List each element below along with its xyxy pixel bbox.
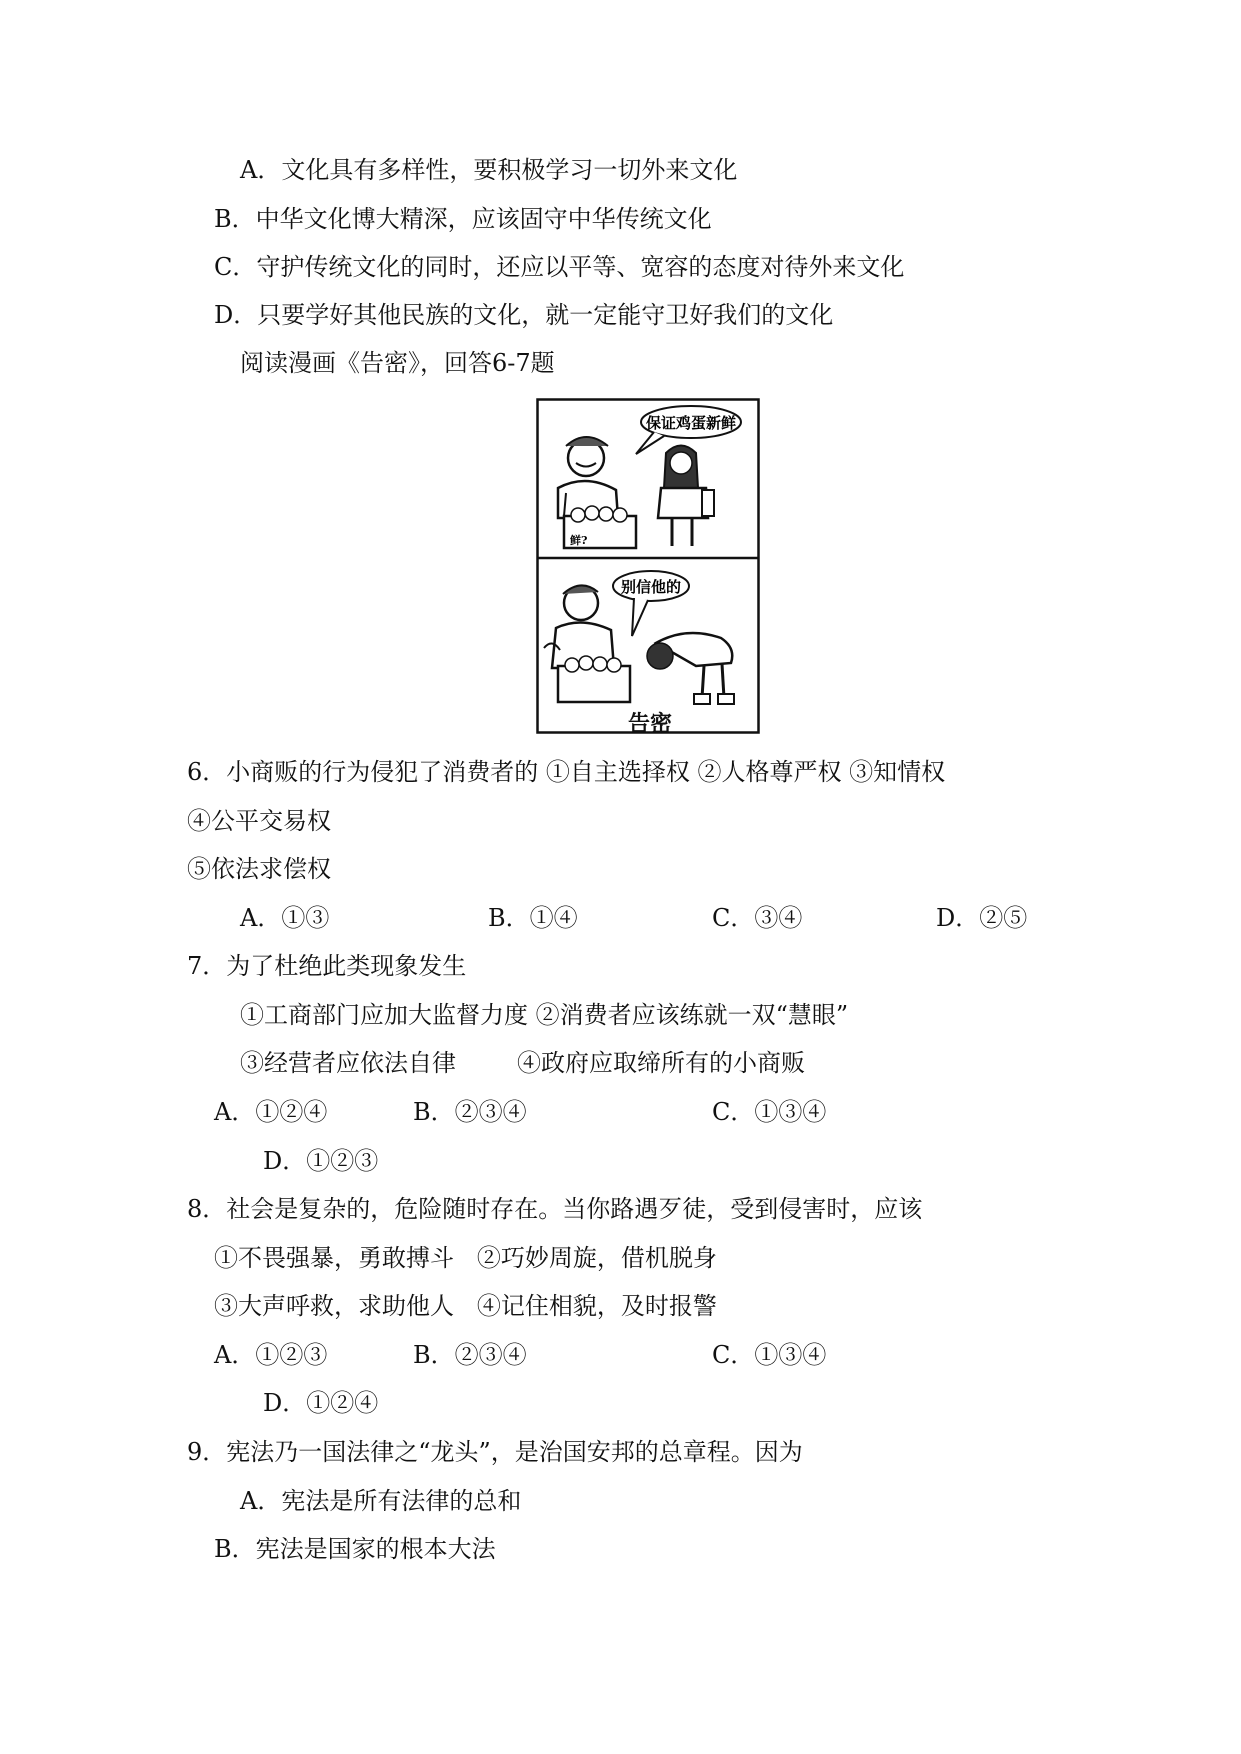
q8-option-d: D．①②④ bbox=[263, 1389, 379, 1417]
q5-option-c: C．守护传统文化的同时，还应以平等、宽容的态度对待外来文化 bbox=[214, 253, 905, 281]
q8-stem: 8．社会是复杂的，危险随时存在。当你路遇歹徒，受到侵害时，应该 bbox=[187, 1195, 923, 1223]
q8-option-b: B．②③④ bbox=[413, 1341, 527, 1369]
q6-option-c: C．③④ bbox=[712, 904, 803, 932]
q9-stem: 9．宪法乃一国法律之“龙头”，是治国安邦的总章程。因为 bbox=[187, 1438, 803, 1466]
q6-option-a: A．①③ bbox=[240, 904, 330, 932]
q7-option-d: D．①②③ bbox=[263, 1147, 379, 1175]
q7-option-c: C．①③④ bbox=[712, 1098, 827, 1126]
bubble-bottom-text: 别信他的 bbox=[620, 578, 682, 596]
q5-option-a: A．文化具有多样性，要积极学习一切外来文化 bbox=[240, 156, 738, 184]
q6-stem: 6．小商贩的行为侵犯了消费者的 ①自主选择权 ②人格尊严权 ③知情权 bbox=[187, 758, 946, 786]
q8-items-2: ③大声呼救，求助他人 ④记住相貌，及时报警 bbox=[214, 1292, 717, 1320]
comic-intro: 阅读漫画《告密》，回答6-7题 bbox=[240, 349, 555, 377]
q5-option-d: D．只要学好其他民族的文化，就一定能守卫好我们的文化 bbox=[214, 301, 834, 329]
q8-option-a: A．①②③ bbox=[214, 1341, 328, 1369]
q8-option-c: C．①③④ bbox=[712, 1341, 827, 1369]
q9-option-b: B．宪法是国家的根本大法 bbox=[214, 1535, 496, 1563]
q7-option-a: A．①②④ bbox=[214, 1098, 328, 1126]
q5-option-b: B．中华文化博大精深，应该固守中华传统文化 bbox=[214, 205, 712, 233]
comic-title: 告密 bbox=[627, 712, 672, 737]
q8-items-1: ①不畏强暴，勇敢搏斗 ②巧妙周旋，借机脱身 bbox=[214, 1244, 717, 1272]
crate-label: 鲜? bbox=[570, 534, 588, 547]
q6-option-d: D．②⑤ bbox=[936, 904, 1028, 932]
bubble-top-text: 保证鸡蛋新鲜 bbox=[645, 414, 737, 432]
q6-option-b: B．①④ bbox=[488, 904, 578, 932]
comic-image bbox=[536, 398, 760, 734]
q7-items-2: ③经营者应依法自律 ④政府应取缔所有的小商贩 bbox=[240, 1049, 806, 1077]
q7-stem: 7．为了杜绝此类现象发生 bbox=[187, 952, 467, 980]
q6-item-5: ⑤依法求偿权 bbox=[187, 855, 331, 883]
q6-item-4: ④公平交易权 bbox=[187, 807, 331, 835]
q7-items-1: ①工商部门应加大监督力度 ②消费者应该练就一双“慧眼” bbox=[240, 1001, 849, 1029]
q9-option-a: A．宪法是所有法律的总和 bbox=[240, 1487, 522, 1515]
q7-option-b: B．②③④ bbox=[413, 1098, 527, 1126]
